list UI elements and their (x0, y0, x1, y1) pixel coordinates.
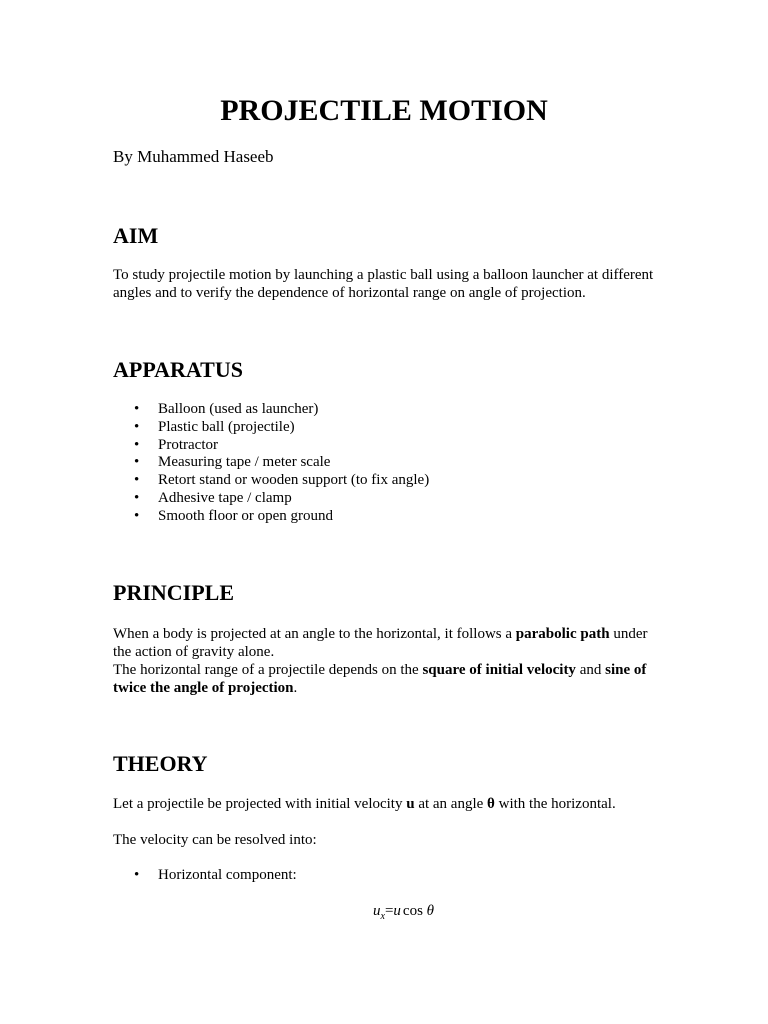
theory-heading: THEORY (113, 751, 208, 776)
apparatus-item-text: Protractor (158, 436, 218, 453)
component-label: Horizontal component: (158, 867, 297, 883)
formula-subscript: x (380, 911, 385, 922)
apparatus-item (113, 508, 429, 526)
apparatus-item-text: Measuring tape / meter scale (158, 454, 331, 471)
bullet-icon: • (134, 401, 140, 417)
principle-text: . (293, 680, 298, 696)
formula-function: cos (402, 903, 423, 919)
apparatus-item-text: Smooth floor or open ground (158, 507, 333, 524)
formula-variable: u (393, 903, 401, 919)
apparatus-item (113, 490, 429, 508)
theory-text: at an angle (414, 796, 488, 812)
principle-text: When a body is projected at an angle to the horizontal, it follows a (113, 626, 516, 642)
principle-text: The horizontal range of a projectile depends on the (113, 662, 423, 678)
apparatus-item (113, 454, 429, 472)
theory-bold-text: u (406, 796, 415, 812)
document-title: PROJECTILE MOTION (220, 94, 548, 127)
bullet-icon: • (134, 436, 140, 453)
bullet-icon: • (134, 507, 140, 524)
theory-list-item (113, 867, 297, 885)
aim-text: To study projectile motion by launching a plastic ball using a balloon launcher at different angles and to verify the dependence of horizontal range on angle of projection. (113, 267, 654, 301)
horizontal-component-formula (373, 902, 434, 926)
principle-bold-text: sine of twice the angle of projection (113, 662, 647, 696)
theory-paragraph-1 (113, 795, 658, 813)
apparatus-item-text: Retort stand or wooden support (to fix angle) (158, 472, 430, 489)
formula-equals: = (384, 903, 394, 919)
apparatus-item-text: Plastic ball (projectile) (158, 418, 295, 435)
principle-paragraph (113, 625, 658, 697)
theory-bold-text: θ (487, 796, 495, 812)
theory-text: with the horizontal. (494, 796, 616, 812)
apparatus-item (113, 472, 429, 490)
theory-list (113, 867, 297, 885)
apparatus-item-text: Balloon (used as launcher) (158, 401, 319, 417)
aim-heading: AIM (113, 223, 159, 248)
apparatus-item (113, 401, 429, 419)
principle-bold-text: square of initial velocity (422, 662, 576, 678)
principle-heading: PRINCIPLE (113, 580, 235, 605)
principle-bold-text: parabolic path (515, 626, 610, 642)
formula-lhs: u (373, 903, 381, 919)
theory-paragraph-2: The velocity can be resolved into: (113, 832, 317, 848)
apparatus-list (113, 401, 429, 526)
bullet-icon: • (134, 489, 140, 506)
apparatus-heading: APPARATUS (113, 357, 243, 382)
apparatus-item-text: Adhesive tape / clamp (158, 489, 292, 506)
principle-text: under the action of gravity alone. (113, 626, 648, 660)
apparatus-item (113, 437, 429, 455)
bullet-icon: • (134, 454, 140, 471)
bullet-icon: • (134, 867, 140, 883)
bullet-icon: • (134, 472, 140, 489)
theory-text: Let a projectile be projected with initial velocity (113, 796, 407, 812)
principle-text: and (575, 662, 606, 678)
formula-angle: θ (426, 903, 435, 919)
apparatus-item (113, 419, 429, 437)
author-line: By Muhammed Haseeb (113, 147, 274, 166)
bullet-icon: • (134, 418, 140, 435)
